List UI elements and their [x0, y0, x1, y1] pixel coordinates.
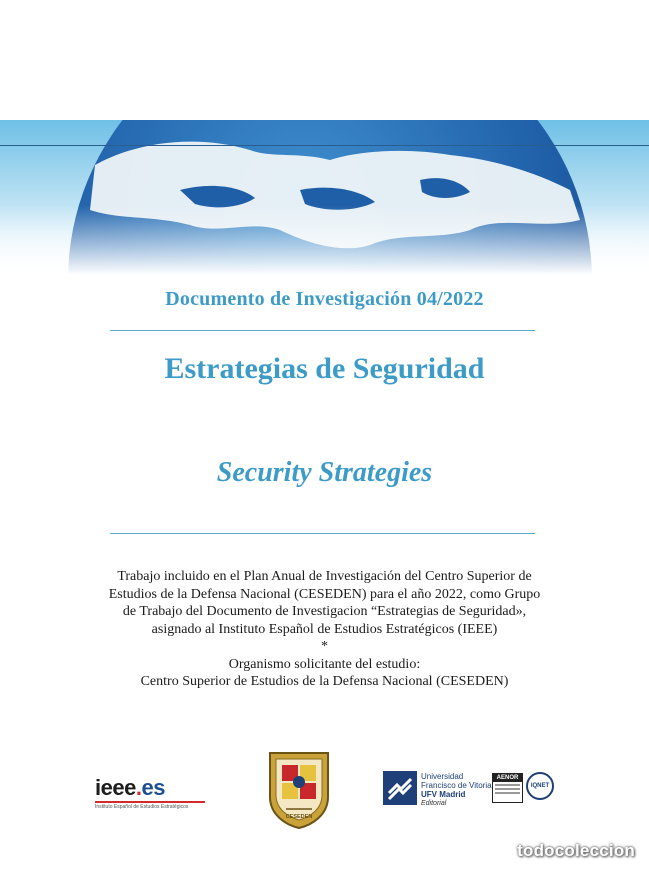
globe-banner	[0, 120, 649, 275]
description-block	[80, 568, 569, 691]
description-line: asignado al Instituto Español de Estudios Estratégicos (IEEE)	[151, 621, 498, 637]
document-number: Documento de Investigación 04/2022	[165, 288, 484, 310]
title-spanish: Estrategias de Seguridad	[164, 352, 485, 385]
logos-row	[0, 745, 649, 835]
description-line: Trabajo incluido en el Plan Anual de Investigación del Centro Superior de	[117, 569, 532, 584]
divider-bottom	[110, 533, 535, 534]
ieee-logo	[95, 775, 205, 810]
ieee-subtitle: Instituto Español de Estudios Estratégicos	[95, 801, 205, 810]
ceseden-shield-icon	[266, 749, 332, 829]
watermark: todocoleccion	[517, 841, 635, 860]
description-line: Organismo solicitante del estudio:	[228, 656, 421, 672]
ieee-wordmark: ieee.es	[95, 775, 165, 800]
banner-rule	[0, 145, 649, 146]
aenor-badge: AENOR	[492, 773, 523, 803]
ufv-text: Universidad Francisco de Vitoria UFV Madrid Editorial	[421, 772, 492, 807]
divider-top	[110, 330, 535, 331]
ufv-logo	[383, 771, 553, 811]
description-line: Estudios de la Defensa Nacional (CESEDEN) para el año 2022, como Grupo	[108, 586, 541, 602]
title-english: Security Strategies	[216, 457, 433, 488]
description-line: Centro Superior de Estudios de la Defensa Nacional (CESEDEN)	[140, 674, 509, 689]
ceseden-label: CESEDEN	[285, 814, 313, 820]
ufv-mark-icon	[383, 771, 417, 805]
separator-asterisk: *	[321, 639, 328, 654]
iqnet-seal: IQNET	[526, 772, 554, 800]
description-line: de Trabajo del Documento de Investigacion “Estrategias de Seguridad»,	[122, 604, 527, 619]
globe-map-image	[0, 120, 649, 275]
